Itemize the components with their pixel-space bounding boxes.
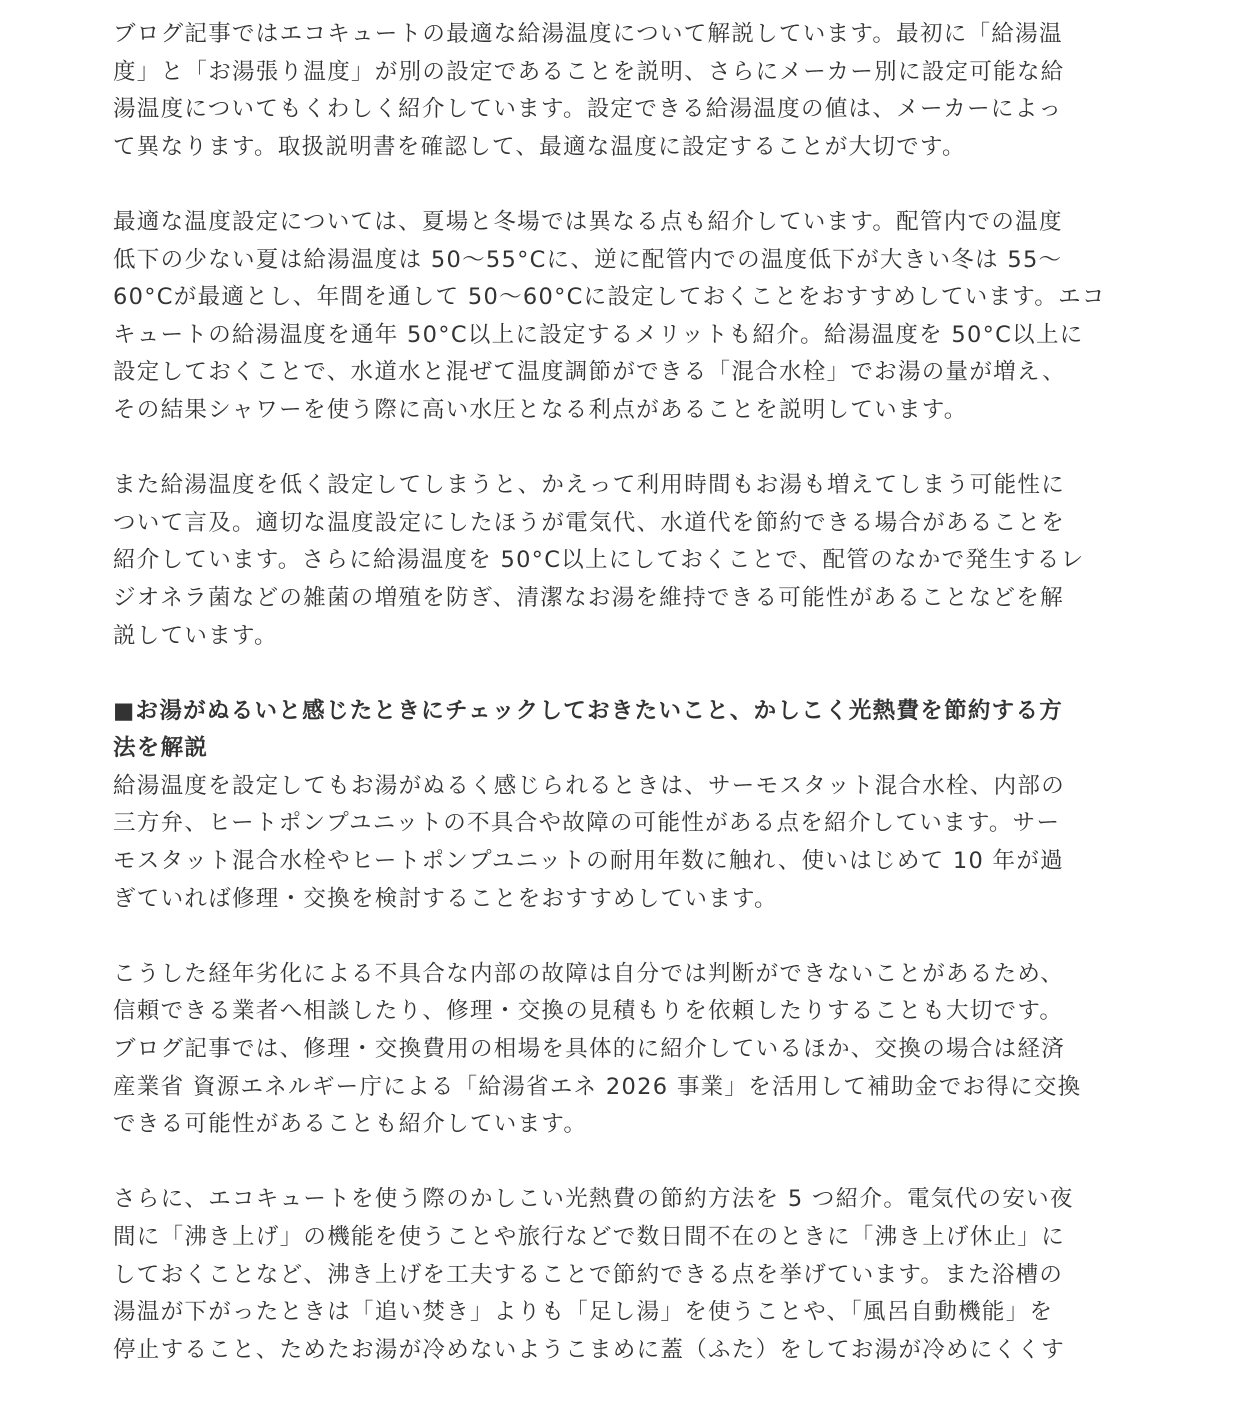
article-paragraph-low-temperature-risk: また給湯温度を低く設定してしまうと、かえって利用時間もお湯も増えてしまう可能性に ついて言及。適切な温度設定にしたほうが電気代、水道代を節約できる場合があることを 紹介しています。さらに給湯温度を 50°C以上にしておくことで、配管のなかで発生するレ ジオネラ菌などの雑菌の増殖を防ぎ、清潔なお湯を維持できる可能性があることなどを解 説しています。	[113, 472, 1085, 649]
article-paragraph-seasonal-settings: 最適な温度設定については、夏場と冬場では異なる点も紹介しています。配管内での温度 低下の少ない夏は給湯温度は 50〜55°Cに、逆に配管内での温度低下が大きい冬は 55〜 60°Cが最適とし、年間を通して 50〜60°Cに設定しておくことをおすすめしています。エコ キュートの給湯温度を通年 50°C以上に設定するメリットも紹介。給湯温度を 50°C以上に 設定しておくことで、水道水と混ぜて温度調節ができる「混合水栓」でお湯の量が増え、 その結果シャワーを使う際に高い水圧となる利点があることを説明しています。	[113, 208, 1106, 423]
article-paragraph-lukewarm-causes: 給湯温度を設定してもお湯がぬるく感じられるときは、サーモスタット混合水栓、内部の 三方弁、ヒートポンプユニットの不具合や故障の可能性がある点を紹介しています。サー モスタット混合水栓やヒートポンプユニットの耐用年数に触れ、使いはじめて 10 年が過 ぎていれば修理・交換を検討することをおすすめしています。	[113, 772, 1066, 912]
article-body	[113, 16, 1129, 1407]
section-heading-lukewarm-water: ■お湯がぬるいと感じたときにチェックしておきたいこと、かしこく光熱費を節約する方 法を解説	[113, 697, 1064, 762]
article-paragraph-optimal-temperature: ブログ記事ではエコキュートの最適な給湯温度について解説しています。最初に「給湯温 度」と「お湯張り温度」が別の設定であることを説明、さらにメーカー別に設定可能な給 湯温度についてもくわしく紹介しています。設定できる給湯温度の値は、メーカーによっ て異なります。取扱説明書を確認して、最適な温度に設定することが大切です。	[113, 21, 1065, 160]
article-paragraph-saving-tips: さらに、エコキュートを使う際のかしこい光熱費の節約方法を 5 つ紹介。電気代の安い夜 間に「沸き上げ」の機能を使うことや旅行などで数日間不在のときに「沸き上げ休止」に しておくことなど、沸き上げを工夫することで節約できる点を挙げています。また浴槽の 湯温が下がったときは「追い焚き」よりも「足し湯」を使うことや、「風呂自動機能」を 停止すること、ためたお湯が冷めないようこまめに蓋（ふた）をしてお湯が冷めにくくす	[113, 1186, 1074, 1363]
article-paragraph-repair-subsidy: こうした経年劣化による不具合な内部の故障は自分では判断ができないことがあるため、 信頼できる業者へ相談したり、修理・交換の見積もりを依頼したりすることも大切です。 ブログ記事では、修理・交換費用の相場を具体的に紹介しているほか、交換の場合は経済 産業省 資源エネルギー庁による「給湯省エネ 2026 事業」を活用して補助金でお得に交換 できる可能性があることも紹介しています。	[113, 960, 1082, 1138]
